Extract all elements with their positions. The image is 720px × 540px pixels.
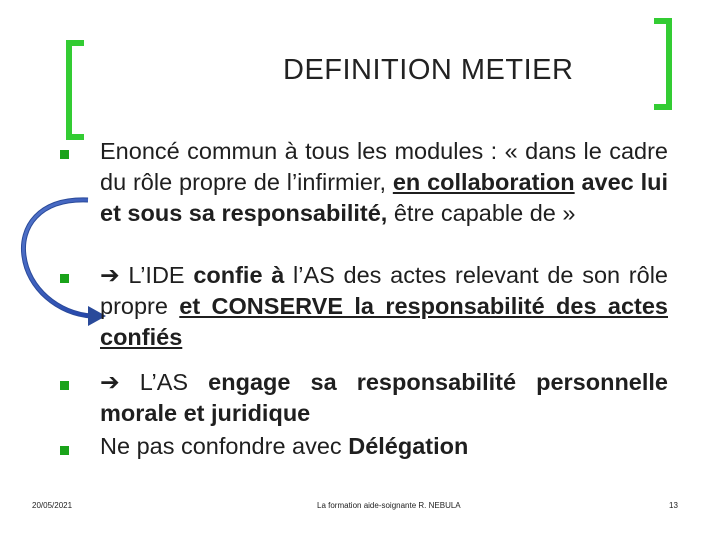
bullet-text-4: Ne pas confondre avec Délégation: [100, 433, 469, 459]
bullet-square-icon: [60, 274, 69, 283]
bullet-text-3: ➔ L’AS engage sa responsabilité personnelle morale et juridique: [100, 369, 668, 426]
page-number: 13: [669, 501, 678, 510]
bullet-square-icon: [60, 446, 69, 455]
bullet-text-2: ➔ L’IDE confie à l’AS des actes relevant de son rôle propre et CONSERVE la responsabilité des actes confiés: [100, 262, 668, 350]
arrow-right-icon: ➔: [100, 262, 120, 288]
curved-arrow-icon: [18, 188, 108, 328]
left-bracket-decoration: [66, 40, 84, 140]
arrow-right-icon: ➔: [100, 369, 120, 395]
footer-author: La formation aide-soignante R. NEBULA: [317, 501, 461, 510]
right-bracket-decoration: [654, 18, 672, 110]
bullet-square-icon: [60, 381, 69, 390]
bullet-square-icon: [60, 150, 69, 159]
footer-date: 20/05/2021: [32, 501, 73, 510]
slide-title: DEFINITION METIER: [283, 54, 574, 86]
bullet-text-1: Enoncé commun à tous les modules : « dans le cadre du rôle propre de l’infirmier, en collaboration avec lui et sous sa responsabilité, être capable de »: [100, 138, 669, 226]
